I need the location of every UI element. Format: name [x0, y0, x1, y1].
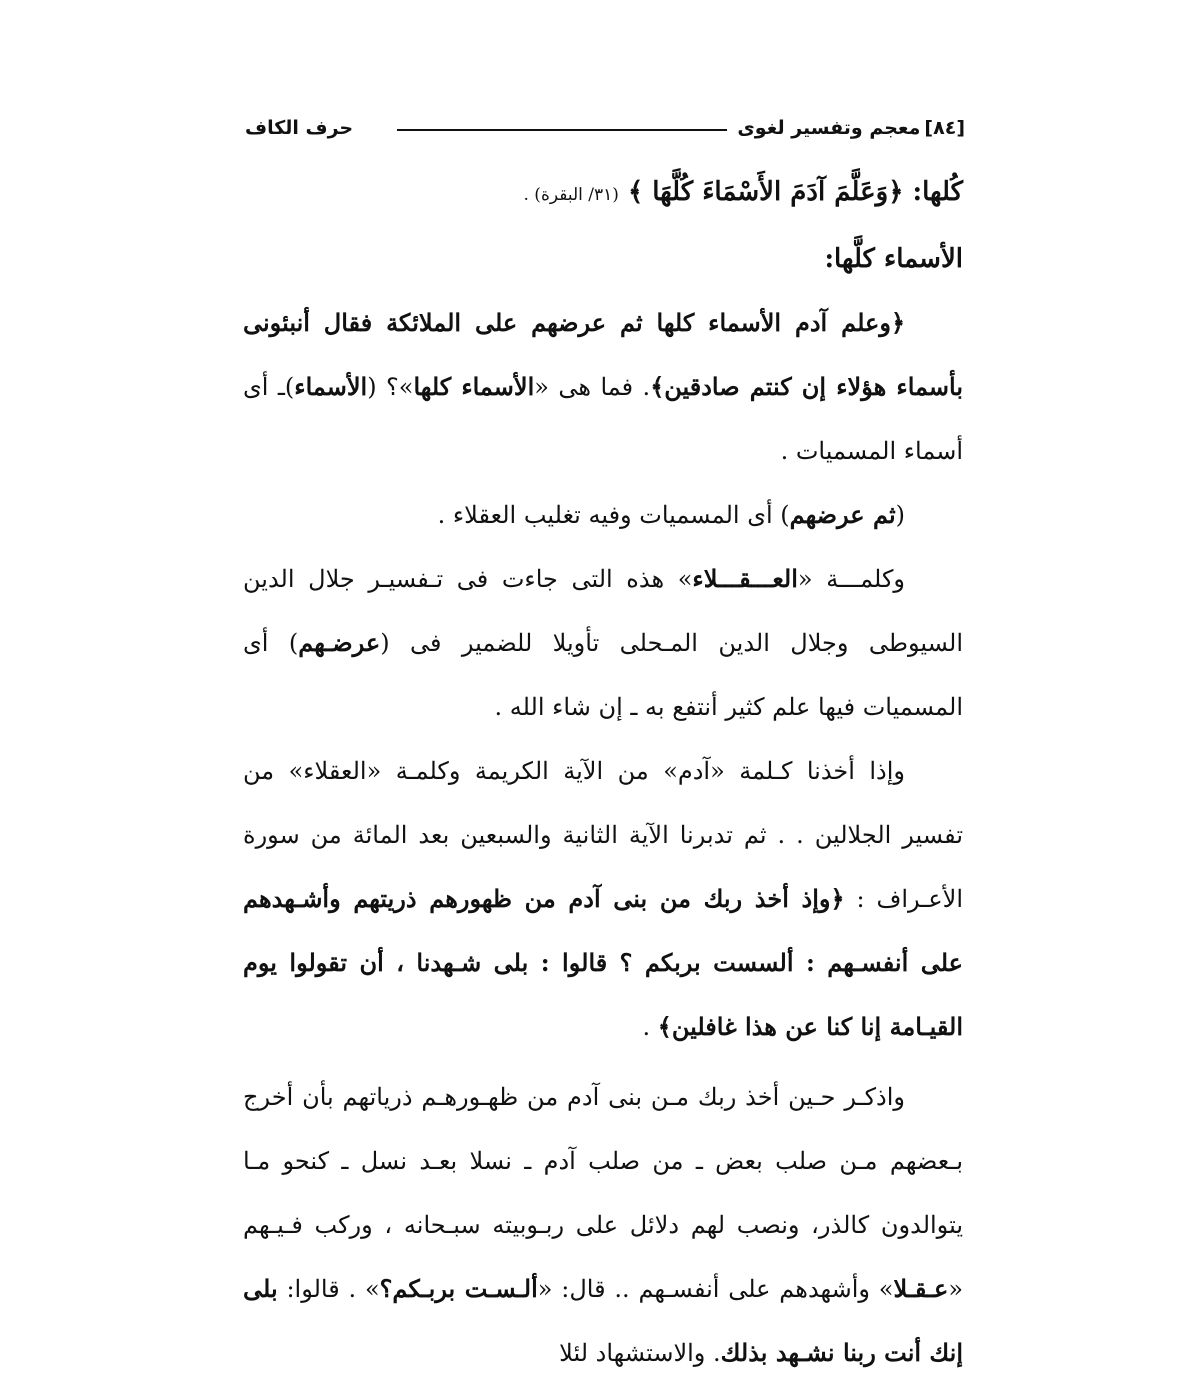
text: )ـ أى أسماء المسميات . — [243, 373, 963, 465]
bold-term: عرضـهم — [298, 628, 381, 657]
bold-term: ثم عرضهم — [789, 500, 896, 529]
text: » . قالوا: — [286, 1275, 380, 1303]
bold-term: عـقـلا — [893, 1274, 949, 1303]
bold-term: الأسماء — [294, 372, 368, 401]
book-title: معجم وتفسير لغوى — [737, 117, 921, 139]
bold-term: بلى إنك أنت ربنا نشـهد بذلك — [243, 1274, 963, 1367]
text: ) أى المسميات فيها علم كثير أنتفع به ـ إن شاء الله . — [243, 629, 963, 721]
text: ( — [895, 501, 905, 529]
paragraph-3 — [243, 547, 963, 739]
bold-term: الأسماء كلها — [413, 372, 535, 401]
text: وإذا أخذنا كـلمة «آدم» من الآية الكريمة وكلمـة «العقلاء» من تفسير الجلالين . . ثم تدبرنا الآية الثانية والسبعين بعد المائة من سورة الأعـراف : — [243, 757, 963, 913]
paragraph-5 — [243, 1065, 963, 1385]
text: . والاستشهاد لئلا — [559, 1339, 721, 1367]
text: » وأشهدهم على أنفسـهم .. قال: « — [537, 1275, 894, 1303]
text: . فما هى « — [534, 373, 651, 401]
entry-line — [243, 160, 963, 227]
page-body — [243, 160, 963, 1385]
header-rule — [397, 129, 727, 131]
page-number: [٨٤] — [924, 117, 965, 139]
section-heading: الأسماء كلَّها: — [824, 244, 963, 274]
entry-word: كُلها: — [912, 177, 963, 207]
chapter-title: حرف الكاف — [245, 117, 354, 139]
quran-verse: ﴿وإذ أخذ ربك من بنى آدم من ظهورهم ذريتهم وأشـهدهم على أنفسـهم : ألسست بربكم ؟ قالوا : بلى شـهدنا ، أن تقولوا يوم القيـامة إنا كنا عن هذا غافلين﴾ — [243, 884, 963, 1041]
text: ) أى المسميات وفيه تغليب العقلاء . — [437, 501, 790, 529]
quran-verse: ﴿وَعَلَّمَ آدَمَ الأَسْمَاءَ كُلَّهَا ﴾ — [627, 177, 904, 207]
text: » هذه التى جاءت فى تـفسيـر جلال الدين السيوطى وجلال الدين المـحلى تأويلا للضمير فى ( — [243, 565, 963, 657]
paragraph-4 — [243, 739, 963, 1059]
paragraph-1 — [243, 291, 963, 483]
bold-term: ألـسـت بربـكم؟ — [379, 1274, 538, 1303]
quran-verse: ﴿وعلم آدم الأسماء كلها ثم عرضهم على الملائكة فقال أنبئونى بأسماء هؤلاء إن كنتم صادقين﴾ — [243, 308, 963, 401]
text: »؟ ( — [367, 373, 414, 401]
bold-term: العـــقـــلاء — [692, 564, 798, 593]
text: واذكـر حـين أخذ ربك مـن بنى آدم من ظهـورهـم ذرياتهم بأن أخرج بـعضهم مـن صلب بعض ـ من صلب آدم ـ نسلا بعـد نسل ـ كنحو مـا يتوالدون كالذر، ونصب لهم دلائل على ربـوبيته سبـحانه ، وركب فـيـهم « — [243, 1083, 963, 1303]
text: وكلمـــة « — [797, 565, 905, 593]
paragraph-2 — [243, 483, 963, 547]
text: . — [642, 1013, 658, 1041]
verse-reference: (٣١/ البقرة) . — [523, 185, 619, 205]
page-header — [245, 112, 965, 144]
